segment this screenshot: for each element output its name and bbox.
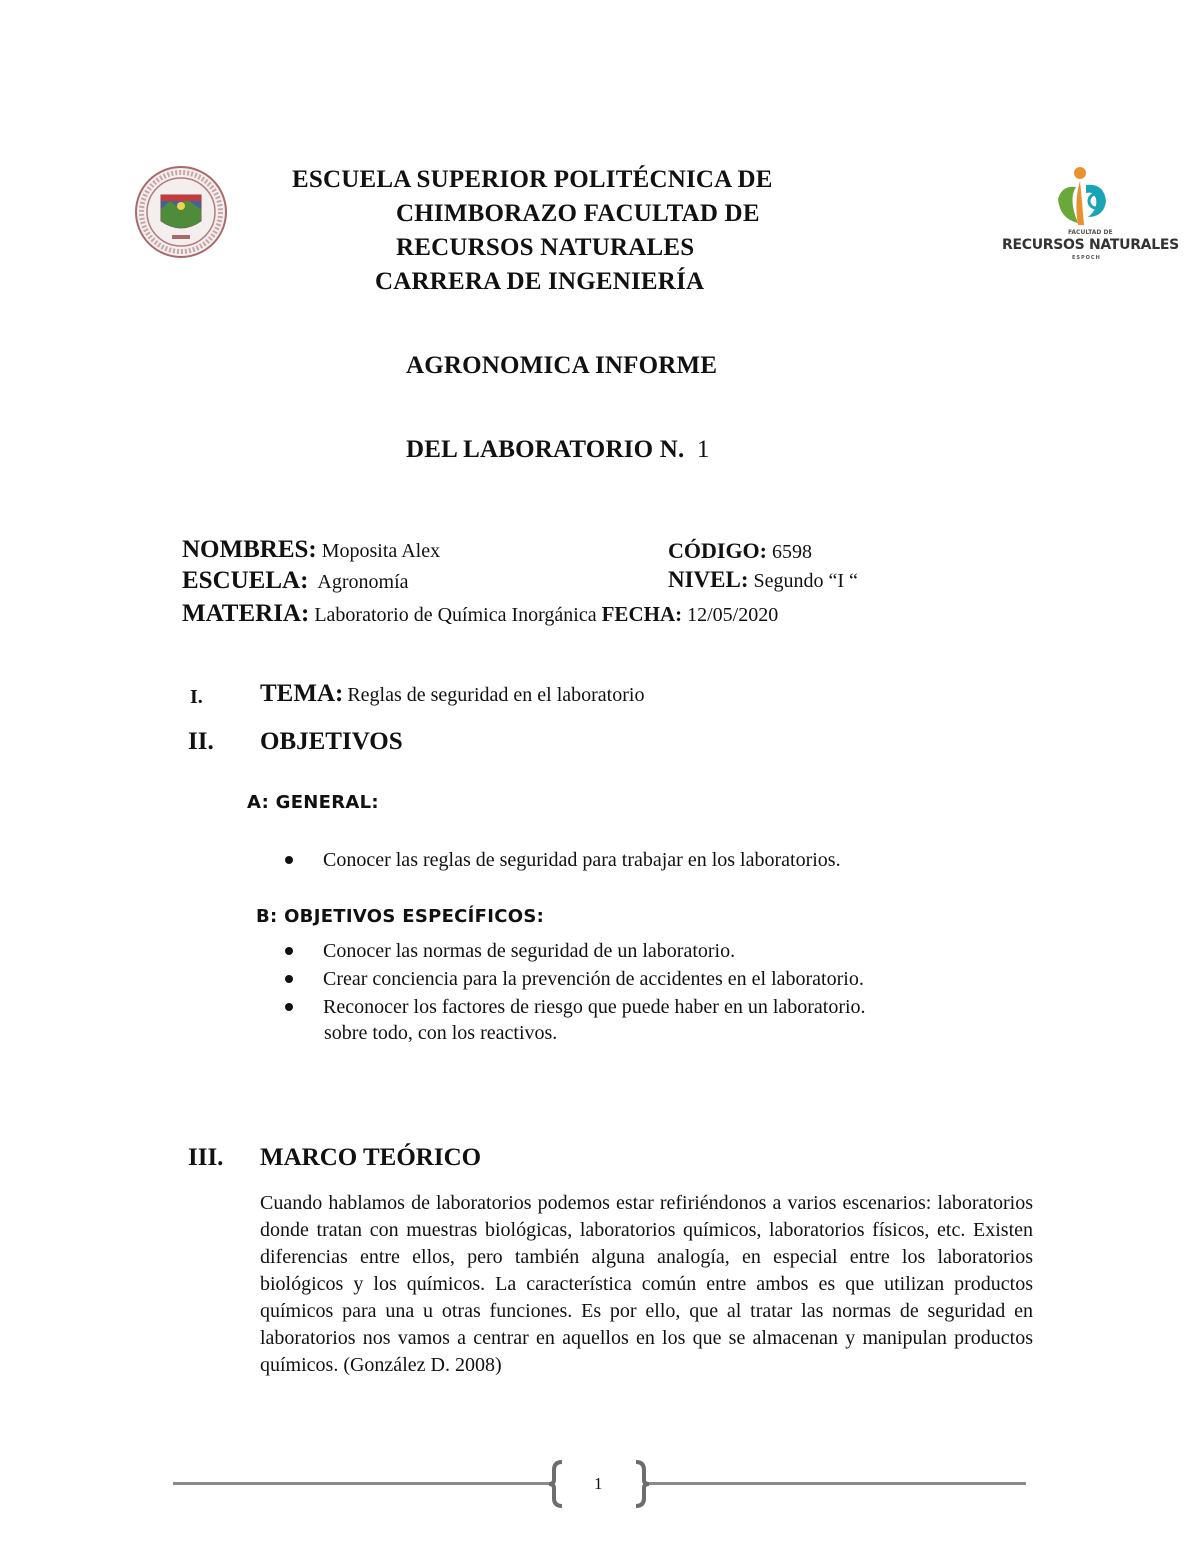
escuela-label: ESCUELA: <box>182 567 309 594</box>
nivel-row <box>668 567 858 593</box>
section-1-value: Reglas de seguridad en el laboratorio <box>347 684 645 706</box>
bullet-icon <box>285 1003 293 1011</box>
codigo-row <box>668 538 812 564</box>
section-2-number: II. <box>188 728 214 755</box>
header-line-2: CHIMBORAZO FACULTAD DE <box>396 200 760 227</box>
footer-brace-left-icon <box>546 1460 566 1513</box>
materia-label: MATERIA: <box>182 600 310 627</box>
escuela-row <box>182 567 409 595</box>
list-item <box>285 937 866 965</box>
faculty-logo <box>1000 165 1179 265</box>
list-item <box>285 846 841 874</box>
specific-objectives-continuation: sobre todo, con los reactivos. <box>324 1022 558 1044</box>
list-item <box>285 993 866 1021</box>
nombres-label: NOMBRES: <box>182 536 317 563</box>
section-3-heading: MARCO TEÓRICO <box>260 1144 482 1171</box>
report-title-line-1: AGRONOMICA INFORME <box>406 352 718 379</box>
fecha-label: FECHA: <box>601 602 683 626</box>
materia-value: Laboratorio de Química Inorgánica <box>314 604 597 626</box>
nombres-value: Moposita Alex <box>321 540 441 562</box>
materia-row <box>182 600 778 628</box>
header-line-3: RECURSOS NATURALES <box>396 234 695 261</box>
list-item-text: Conocer las reglas de seguridad para trabajar en los laboratorios. <box>323 849 841 871</box>
general-objectives-list <box>285 846 841 874</box>
logo-caption-sub: ESPOCH <box>1072 255 1101 261</box>
report-title-line-2 <box>406 436 710 464</box>
nivel-value: Segundo “I “ <box>753 570 858 592</box>
list-item-text: Conocer las normas de seguridad de un laboratorio. <box>323 940 736 962</box>
list-item <box>285 965 866 993</box>
escuela-value: Agronomía <box>317 571 409 593</box>
logo-caption-main: RECURSOS NATURALES <box>1002 237 1179 253</box>
page-number: 1 <box>594 1474 603 1493</box>
header-line-1: ESCUELA SUPERIOR POLITÉCNICA DE <box>292 166 773 193</box>
list-item-text: Reconocer los factores de riesgo que puede haber en un laboratorio. <box>323 996 866 1018</box>
footer-rule-right <box>648 1482 1026 1485</box>
section-1-label: TEMA: <box>260 680 344 707</box>
section-3-paragraph: Cuando hablamos de laboratorios podemos estar refiriéndonos a varios escenarios: laboratorios donde tratan con muestras biológicas, laboratorios químicos, laboratorios físicos, etc. Existen diferencias entre ellos, pero también alguna analogía, en especial entre los laboratorios biológicos y los químicos. La característica común entre ambos es que utilizan productos químicos para una u otras funciones. Es por ello, que al tratar las normas de seguridad en laboratorios nos vamos a centrar en aquellos en los que se almacenan y manipulan productos químicos. (González D. 2008) <box>260 1192 1033 1376</box>
section-1-heading <box>260 680 644 708</box>
fecha-value: 12/05/2020 <box>687 604 779 626</box>
report-title-text: DEL LABORATORIO N. <box>406 436 685 463</box>
section-3-number: III. <box>188 1144 224 1171</box>
codigo-value: 6598 <box>772 541 812 563</box>
nivel-label: NIVEL: <box>668 567 749 592</box>
codigo-label: CÓDIGO: <box>668 538 767 563</box>
bullet-icon <box>285 856 293 864</box>
specific-objectives-label: B: OBJETIVOS ESPECÍFICOS: <box>256 906 545 927</box>
footer-brace-right-icon <box>632 1460 652 1513</box>
bullet-icon <box>285 947 293 955</box>
section-2-heading: OBJETIVOS <box>260 728 403 755</box>
list-item-text: Crear conciencia para la prevención de accidentes en el laboratorio. <box>323 968 864 990</box>
section-1-number: I. <box>190 686 203 708</box>
header-line-4: CARRERA DE INGENIERÍA <box>375 268 705 295</box>
specific-objectives-list <box>285 937 866 1021</box>
logo-caption-small: FACULTAD DE <box>1068 229 1113 236</box>
nombres-row <box>182 536 440 564</box>
university-seal-logo <box>134 165 228 259</box>
report-number: 1 <box>696 436 710 463</box>
footer-rule-left <box>173 1482 551 1485</box>
bullet-icon <box>285 975 293 983</box>
general-objectives-label: A: GENERAL: <box>247 792 379 813</box>
